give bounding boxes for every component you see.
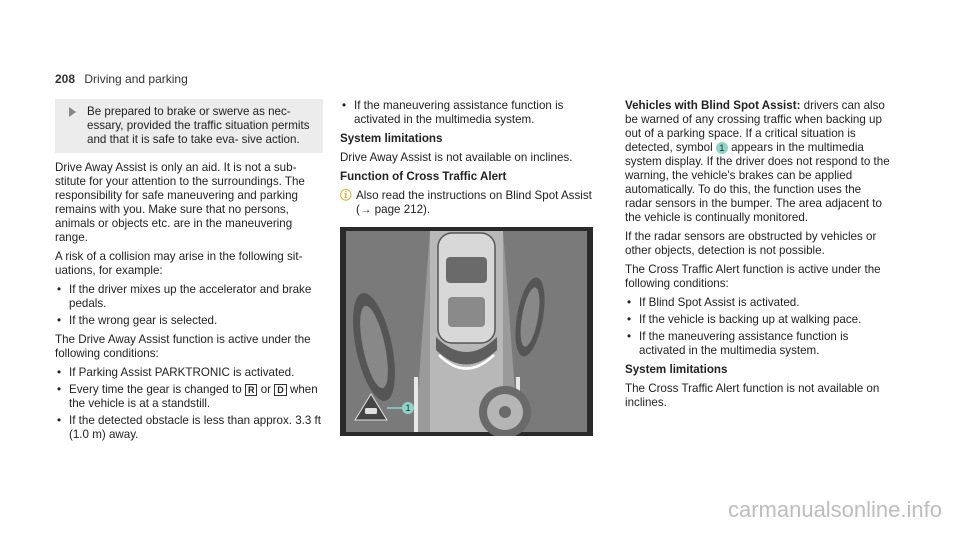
paragraph: Drive Away Assist is not available on inclines. <box>340 151 573 164</box>
list-item: • If the maneuvering assistance function is activated in the multimedia system. <box>625 330 890 358</box>
info-note <box>340 189 598 217</box>
watermark: carmanualsonline.info <box>727 497 942 522</box>
bullet-list <box>55 283 323 328</box>
paragraph: A risk of a collision may arise in the following sit- uations, for example: <box>55 250 303 277</box>
section-heading: System limitations <box>340 132 443 145</box>
list-text: when the vehicle is at a standstill. <box>69 383 318 410</box>
column-2 <box>340 99 598 225</box>
list-item: • If the detected obstacle is less than approx. 3.3 ft (1.0 m) away. <box>55 414 323 442</box>
paragraph <box>625 99 890 225</box>
note-box <box>55 99 323 153</box>
list-item: • If the maneuvering assistance function is activated in the multimedia system. <box>340 99 598 127</box>
paragraph-text: drivers can also be warned of any crossing traffic when backing up out of a parking space. If a critical situation is detected, symbol <box>625 99 885 154</box>
list-item: • If Blind Spot Assist is activated. <box>625 296 890 310</box>
info-text: Also read the instructions on Blind Spot Assist (→ page 212). <box>356 189 592 216</box>
column-3 <box>625 99 890 415</box>
paragraph: The Drive Away Assist function is active under the following conditions: <box>55 333 311 360</box>
list-item <box>55 383 323 411</box>
paragraph: If the radar sensors are obstructed by vehicles or other objects, detection is not possible. <box>625 230 877 257</box>
column-1 <box>55 99 323 447</box>
list-item: • If the vehicle is backing up at walking pace. <box>625 313 890 327</box>
list-item: • If the driver mixes up the accelerator and brake pedals. <box>55 283 323 311</box>
section-heading: Function of Cross Traffic Alert <box>340 170 507 183</box>
info-icon: ⓘ <box>340 189 352 202</box>
callout-marker-1: 1 <box>716 142 728 154</box>
paragraph-text: appears in the multimedia system display. If the driver does not respond to the warning, the vehicle's brakes can be applied automatically. To do this, the function uses the radar sensors in the bumper. The area adjacent to the vehicle is continually monitored. <box>625 141 890 224</box>
bold-lead: Vehicles with Blind Spot Assist: <box>625 99 801 112</box>
paragraph: Drive Away Assist is only an aid. It is not a sub- stitute for your attention to the surroundings. The responsibility for safe maneuvering and parking remains with you. Make sure that no persons, animals or objects etc. are in the maneuvering range. <box>55 161 305 244</box>
section-heading: System limitations <box>625 363 728 376</box>
cross-traffic-figure <box>340 227 593 436</box>
page-number: 208 <box>55 72 76 86</box>
callout-marker-1: 1 <box>402 402 414 414</box>
page-header <box>55 72 188 86</box>
list-text: or <box>260 383 271 396</box>
bullet-list <box>625 296 890 358</box>
list-item: • If the wrong gear is selected. <box>55 314 323 328</box>
paragraph: The Cross Traffic Alert function is active under the following conditions: <box>625 263 881 290</box>
note-text: Be prepared to brake or swerve as nec- essary, provided the traffic situation permits and that it is safe to take eva- sive action. <box>87 105 310 146</box>
gear-d-key: D <box>274 384 287 396</box>
paragraph: The Cross Traffic Alert function is not available on inclines. <box>625 382 880 409</box>
parking-illustration <box>340 227 593 436</box>
section-title: Driving and parking <box>84 72 188 86</box>
list-item: • If Parking Assist PARKTRONIC is activated. <box>55 366 323 380</box>
gear-r-key: R <box>245 384 258 396</box>
arrow-right-icon <box>69 107 76 117</box>
bullet-list <box>340 99 598 127</box>
list-text: Every time the gear is changed to <box>69 383 242 396</box>
bullet-list <box>55 366 323 442</box>
